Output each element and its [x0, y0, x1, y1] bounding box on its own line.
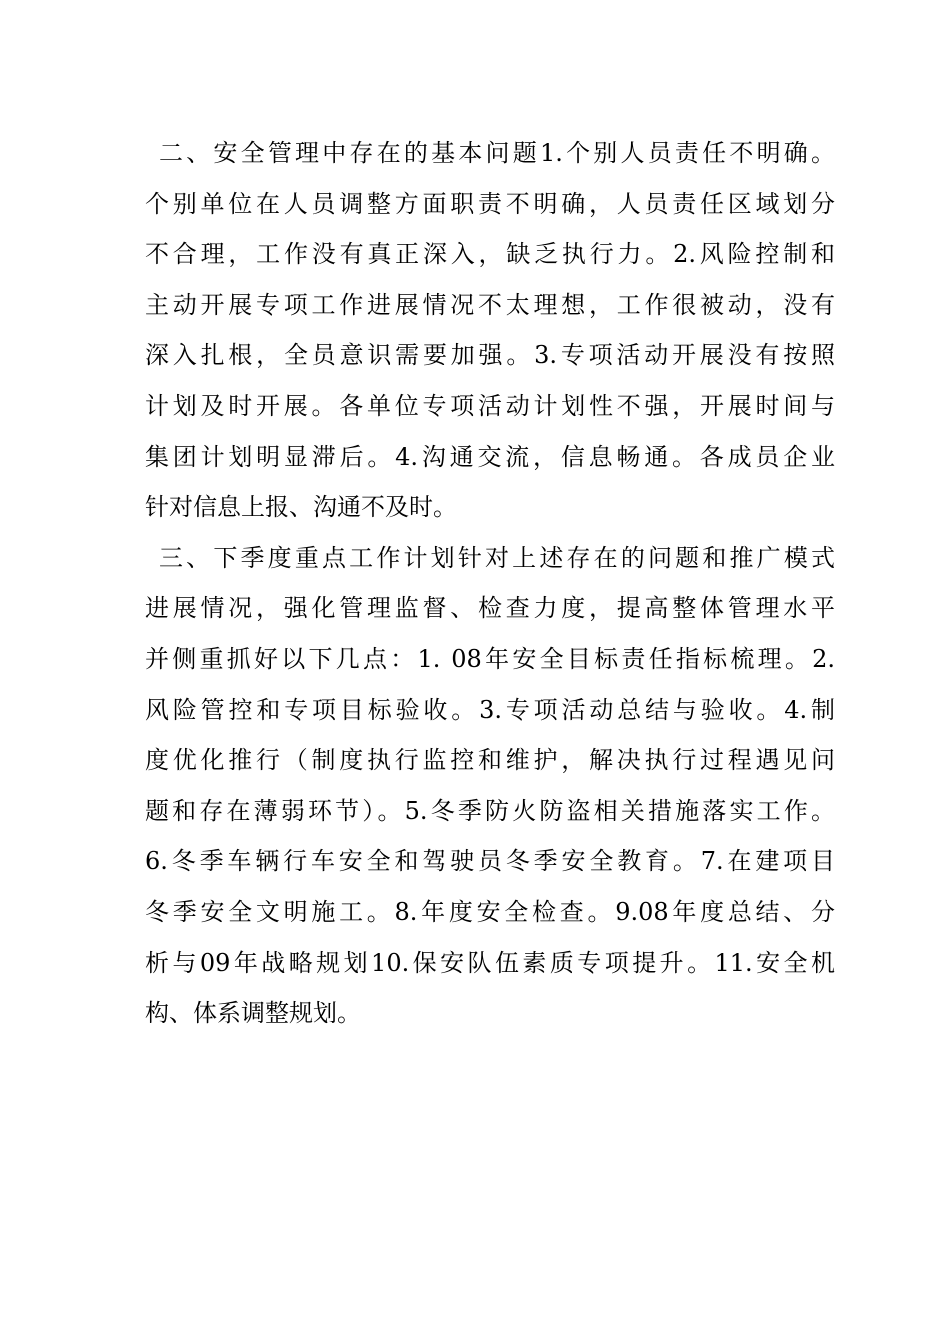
paragraph-line: 析与09年战略规划10.保安队伍素质专项提升。11.安全机: [145, 948, 835, 977]
paragraph-line: 构、体系调整规划。: [145, 999, 361, 1028]
paragraph-line: 风险管控和专项目标验收。3.专项活动总结与验收。4.制: [145, 695, 835, 724]
paragraph-line: 不合理，工作没有真正深入，缺乏执行力。2.风险控制和: [145, 240, 835, 269]
paragraph-section-two-line: 二、安全管理中存在的基本问题1.个别人员责任不明确。: [159, 139, 835, 167]
paragraph-line: 冬季安全文明施工。8.年度安全检查。9.08年度总结、分: [145, 897, 835, 926]
paragraph-line: 度优化推行（制度执行监控和维护，解决执行过程遇见问: [145, 746, 835, 775]
paragraph-line: 计划及时开展。各单位专项活动计划性不强，开展时间与: [145, 391, 835, 420]
paragraph-line: 针对信息上报、沟通不及时。: [145, 493, 457, 522]
paragraph-section-three-line: 三、下季度重点工作计划针对上述存在的问题和推广模式: [159, 543, 835, 572]
paragraph-line: 题和存在薄弱环节）。5.冬季防火防盗相关措施落实工作。: [145, 796, 835, 825]
paragraph-line: 并侧重抓好以下几点：1. 08年安全目标责任指标梳理。2.: [145, 644, 835, 673]
paragraph-line: 主动开展专项工作进展情况不太理想，工作很被动，没有: [145, 290, 835, 319]
paragraph-line: 6.冬季车辆行车安全和驾驶员冬季安全教育。7.在建项目: [145, 847, 835, 876]
paragraph-line: 个别单位在人员调整方面职责不明确，人员责任区域划分: [145, 189, 835, 218]
document-body: [145, 128, 835, 1039]
paragraph-line: 深入扎根，全员意识需要加强。3.专项活动开展没有按照: [145, 341, 835, 370]
paragraph-line: 进展情况，强化管理监督、检查力度，提高整体管理水平: [145, 594, 835, 623]
paragraph-line: 集团计划明显滞后。4.沟通交流，信息畅通。各成员企业: [145, 442, 835, 471]
